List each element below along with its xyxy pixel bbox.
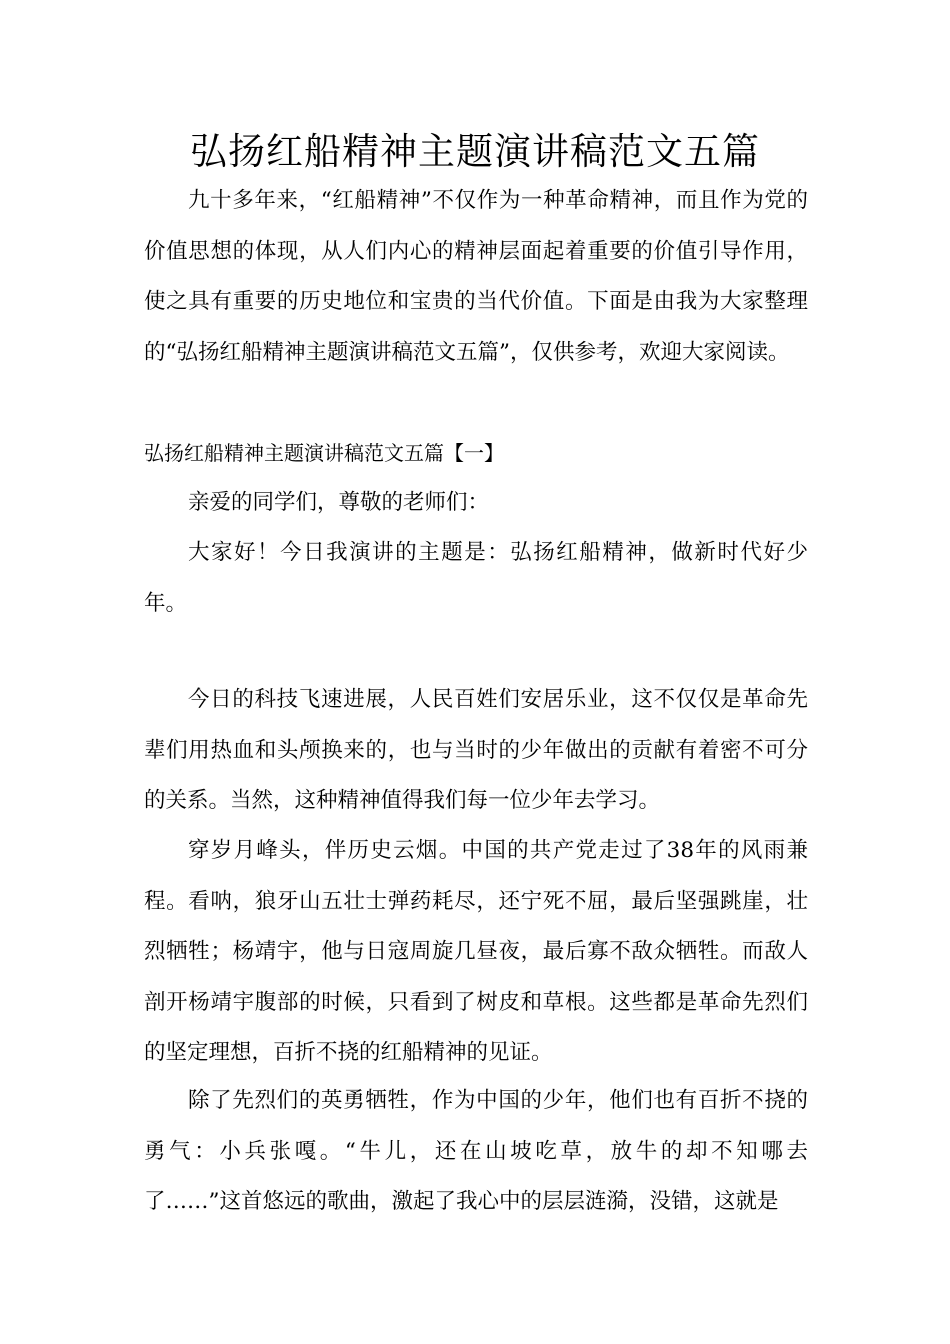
courage-paragraph: 除了先烈们的英勇牺牲，作为中国的少年，他们也有百折不挠的勇气：小兵张嘎。“牛儿，还在山坡吃草，放牛的却不知哪去了……”这首悠远的歌曲，激起了我心中的层层涟漪，没错，这就是 [144, 1088, 808, 1214]
section-heading: 弘扬红船精神主题演讲稿范文五篇【一】 [144, 441, 504, 465]
document-title: 弘扬红船精神主题演讲稿范文五篇 [190, 130, 760, 173]
greeting-paragraph: 亲爱的同学们，尊敬的老师们： [188, 490, 490, 515]
intro-paragraph: 九十多年来，“红船精神”不仅作为一种革命精神，而且作为党的价值思想的体现，从人们内心的精神层面起着重要的价值引导作用，使之具有重要的历史地位和宝贵的当代价值。下面是由我为大家整理的“弘扬红船精神主题演讲稿范文五篇”，仅供参考，欢迎大家阅读。 [144, 188, 808, 365]
technology-paragraph: 今日的科技飞速进展，人民百姓们安居乐业，这不仅仅是革命先辈们用热血和头颅换来的，也与当时的少年做出的贡献有着密不可分的关系。当然，这种精神值得我们每一位少年去学习。 [144, 687, 808, 813]
opening-paragraph: 大家好！今日我演讲的主题是：弘扬红船精神，做新时代好少年。 [144, 540, 808, 616]
history-paragraph: 穿岁月峰头，伴历史云烟。中国的共产党走过了38年的风雨兼程。看呐，狼牙山五壮士弹药耗尽，还宁死不屈，最后坚强跳崖，壮烈牺牲；杨靖宇，他与日寇周旋几昼夜，最后寡不敌众牺牲。而敌人剖开杨靖宇腹部的时候，只看到了树皮和草根。这些都是革命先烈们的坚定理想，百折不挠的红船精神的见证。 [144, 838, 808, 1065]
